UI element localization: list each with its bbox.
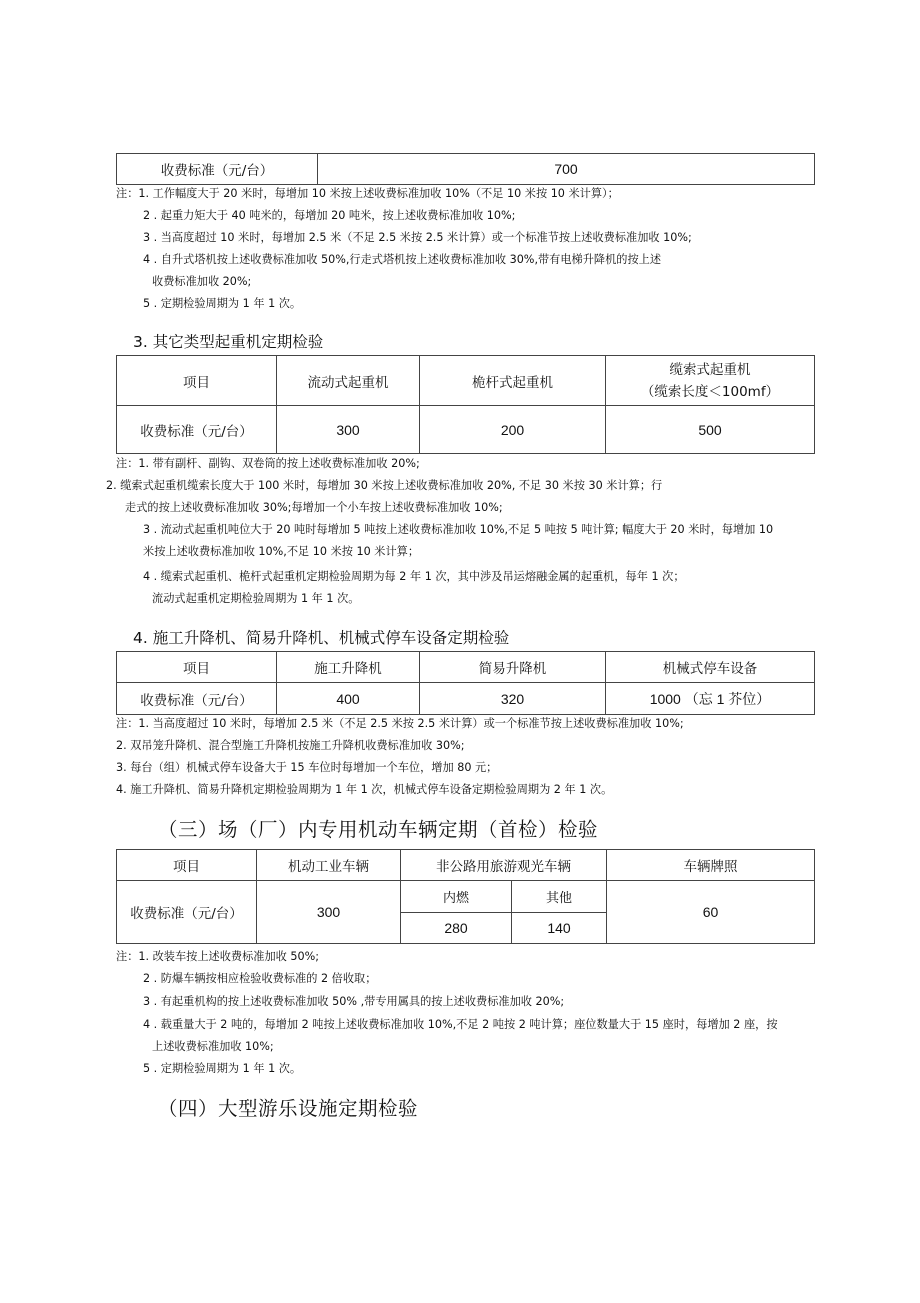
header-cell: 简易升降机: [420, 652, 606, 683]
fee-value: 60: [607, 881, 815, 944]
header-cell: 桅杆式起重机: [420, 356, 606, 406]
note-line: 5 . 定期检验周期为 1 年 1 次。: [143, 297, 302, 310]
fee-table-other-cranes: [116, 355, 815, 454]
fee-value: 400: [277, 683, 420, 715]
header-line: 缆索式起重机: [669, 361, 751, 378]
fee-value: 320: [420, 683, 606, 715]
note-line: 3. 每台（组）机械式停车设备大于 15 车位时每增加一个车位，增加 80 元；: [116, 761, 498, 774]
fee-value: 500: [606, 406, 815, 454]
fee-value: 1000 （忘 1 芥位）: [606, 683, 815, 715]
header-cell: 车辆牌照: [607, 850, 815, 881]
note-line: 4 . 缆索式起重机、桅杆式起重机定期检验周期为每 2 年 1 次，其中涉及吊运熔融金属的起重机，每年 1 次；: [143, 570, 685, 583]
note-line: 注：1. 当高度超过 10 米时，每增加 2.5 米（不足 2.5 米按 2.5 米计算）或一个标准节按上述收费标准加收 10%;: [116, 717, 684, 730]
header-line: （缆索长度＜100mf）: [640, 383, 780, 400]
header-cell: 机动工业车辆: [257, 850, 401, 881]
note-line: 流动式起重机定期检验周期为 1 年 1 次。: [152, 592, 360, 605]
fee-value: 300: [257, 881, 401, 944]
note-line: 注：1. 改装车按上述收费标准加收 50%;: [116, 950, 320, 963]
note-line: 米按上述收费标准加收 10%,不足 10 米按 10 米计算；: [143, 545, 420, 558]
section-heading: （四）大型游乐设施定期检验: [158, 1097, 419, 1120]
note-line: 2 . 起重力矩大于 40 吨米的，每增加 20 吨米，按上述收费标准加收 10%;: [143, 209, 516, 222]
section-heading: 4. 施工升降机、简易升降机、机械式停车设备定期检验: [133, 629, 510, 647]
header-cell: 非公路用旅游观光车辆: [401, 850, 607, 881]
note-line: 3 . 当高度超过 10 米时，每增加 2.5 米（不足 2.5 米按 2.5 米计算）或一个标准节按上述收费标准加收 10%;: [143, 231, 692, 244]
note-line: 3 . 流动式起重机吨位大于 20 吨时每增加 5 吨按上述收费标准加收 10%,不足 5 吨按 5 吨计算; 幅度大于 20 米时，每增加 10: [143, 523, 774, 536]
note-line: 2. 缆索式起重机缆索长度大于 100 米时，每增加 30 米按上述收费标准加收 20%, 不足 30 米按 30 米计算；行: [106, 479, 663, 492]
row-label: 收费标准（元/台）: [117, 683, 277, 715]
header-cell: 项目: [117, 356, 277, 406]
header-cell: 项目: [117, 652, 277, 683]
fee-value: 280: [401, 913, 512, 944]
row-label: 收费标准（元/台）: [117, 154, 318, 185]
header-cell: 施工升降机: [277, 652, 420, 683]
fee-table-vehicles: [116, 849, 815, 944]
fee-table-tower-crane: [116, 153, 815, 185]
note-line: 上述收费标准加收 10%;: [152, 1040, 274, 1053]
note-line: 收费标准加收 20%;: [152, 275, 252, 288]
fee-value: 200: [420, 406, 606, 454]
sub-header-cell: 其他: [512, 881, 607, 913]
note-line: 4 . 自升式塔机按上述收费标准加收 50%,行走式塔机按上述收费标准加收 30%,带有电梯升降机的按上述: [143, 253, 662, 266]
section-heading: （三）场（厂）内专用机动车辆定期（首检）检验: [158, 818, 599, 841]
section-heading: 3. 其它类型起重机定期检验: [133, 333, 324, 351]
note-line: 3 . 有起重机构的按上述收费标准加收 50% ,带专用属具的按上述收费标准加收 20%;: [143, 995, 565, 1008]
header-cell: 项目: [117, 850, 257, 881]
note-line: 4. 施工升降机、简易升降机定期检验周期为 1 年 1 次，机械式停车设备定期检验周期为 2 年 1 次。: [116, 783, 613, 796]
note-line: 2. 双吊笼升降机、混合型施工升降机按施工升降机收费标准加收 30%;: [116, 739, 465, 752]
note-line: 2 . 防爆车辆按相应检验收费标准的 2 倍收取；: [143, 972, 377, 985]
header-cell: 流动式起重机: [277, 356, 420, 406]
header-cell: [606, 356, 815, 406]
fee-value: 700: [318, 154, 815, 185]
note-line: 走式的按上述收费标准加收 30%;每增加一个小车按上述收费标准加收 10%;: [125, 501, 503, 514]
fee-value: 300: [277, 406, 420, 454]
note-line: 注：1. 带有副杆、副钩、双卷筒的按上述收费标准加收 20%;: [116, 457, 420, 470]
fee-table-lifts: [116, 651, 815, 715]
row-label: 收费标准（元/台）: [117, 881, 257, 944]
note-line: 4 . 载重量大于 2 吨的，每增加 2 吨按上述收费标准加收 10%,不足 2 吨按 2 吨计算；座位数量大于 15 座时，每增加 2 座，按: [143, 1018, 778, 1031]
fee-value: 140: [512, 913, 607, 944]
note-line: 5 . 定期检验周期为 1 年 1 次。: [143, 1062, 302, 1075]
row-label: 收费标准（元/台）: [117, 406, 277, 454]
note-line: 注：1. 工作幅度大于 20 米时，每增加 10 米按上述收费标准加收 10%（不足 10 米按 10 米计算）；: [116, 187, 619, 200]
sub-header-cell: 内燃: [401, 881, 512, 913]
header-cell: 机械式停车设备: [606, 652, 815, 683]
